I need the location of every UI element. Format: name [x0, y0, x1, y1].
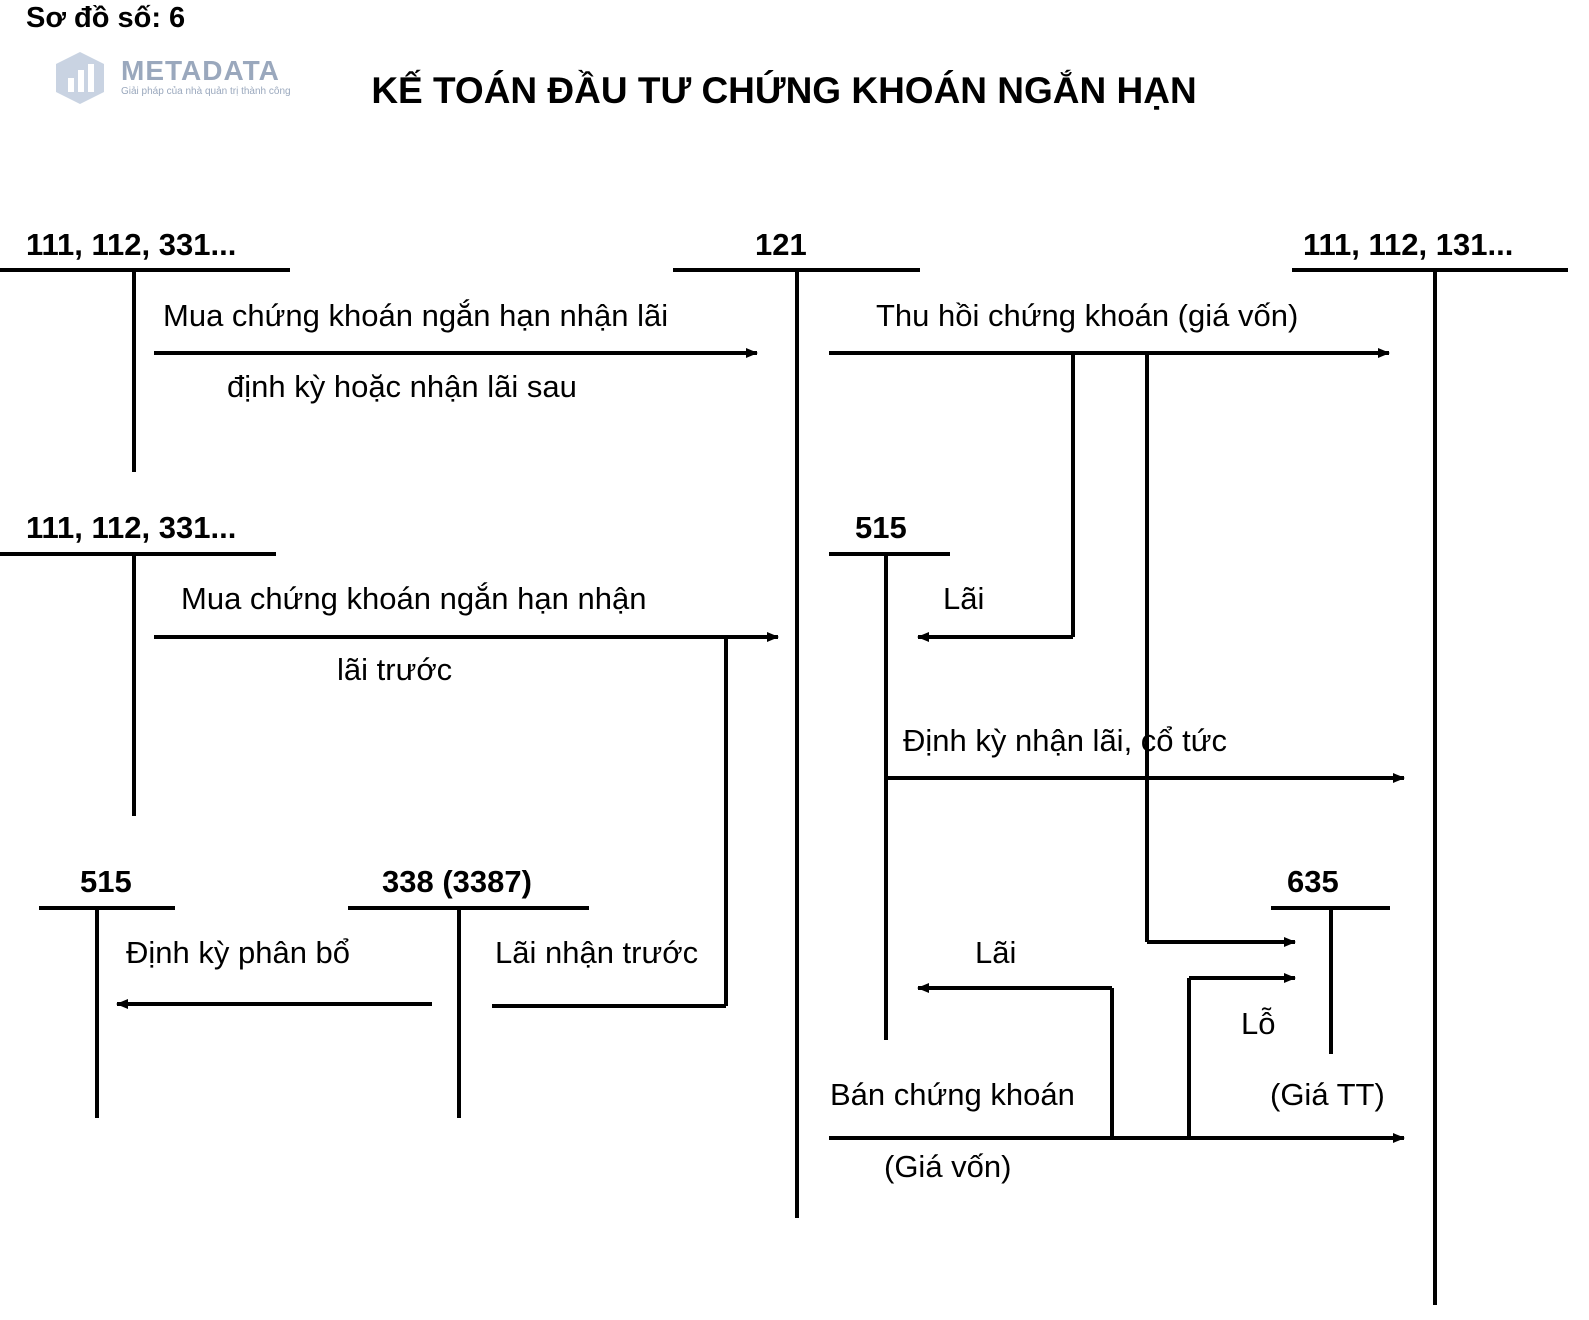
- label-buy-periodic-1: Mua chứng khoán ngắn hạn nhận lãi: [163, 298, 669, 333]
- label-sell: Bán chứng khoán: [830, 1077, 1075, 1112]
- label-buy-prepaid-1: Mua chứng khoán ngắn hạn nhận: [181, 581, 647, 616]
- label-market-price: (Giá TT): [1270, 1077, 1385, 1112]
- label-periodic-interest: Định kỳ nhận lãi, cổ tức: [903, 723, 1228, 758]
- logo-name: METADATA: [121, 55, 280, 86]
- account-515-right-label: 515: [855, 510, 907, 545]
- account-111-right-label: 111, 112, 131...: [1303, 227, 1514, 262]
- account-338-label: 338 (3387): [382, 864, 532, 899]
- label-allocate: Định kỳ phân bổ: [126, 935, 351, 970]
- account-121-label: 121: [755, 227, 807, 262]
- label-cost: (Giá vốn): [884, 1149, 1012, 1184]
- logo-tagline: Giải pháp của nhà quản trị thành công: [121, 86, 291, 97]
- account-111-mid-label: 111, 112, 331...: [26, 510, 237, 545]
- label-buy-prepaid-2: lãi trước: [337, 652, 453, 687]
- label-buy-periodic-2: định kỳ hoặc nhận lãi sau: [227, 369, 577, 404]
- diagram-number: Sơ đồ số: 6: [26, 2, 186, 34]
- account-515-left-label: 515: [80, 864, 132, 899]
- label-prepaid-interest: Lãi nhận trước: [495, 935, 699, 970]
- label-recover: Thu hồi chứng khoán (giá vốn): [876, 298, 1299, 333]
- label-loss: Lỗ: [1241, 1006, 1276, 1041]
- metadata-logo: [56, 52, 291, 104]
- page-title: KẾ TOÁN ĐẦU TƯ CHỨNG KHOÁN NGẮN HẠN: [371, 70, 1197, 111]
- account-111-top-label: 111, 112, 331...: [26, 227, 237, 262]
- label-gain-recover: Lãi: [943, 581, 985, 616]
- account-635-label: 635: [1287, 864, 1339, 899]
- label-gain-sale: Lãi: [975, 935, 1017, 970]
